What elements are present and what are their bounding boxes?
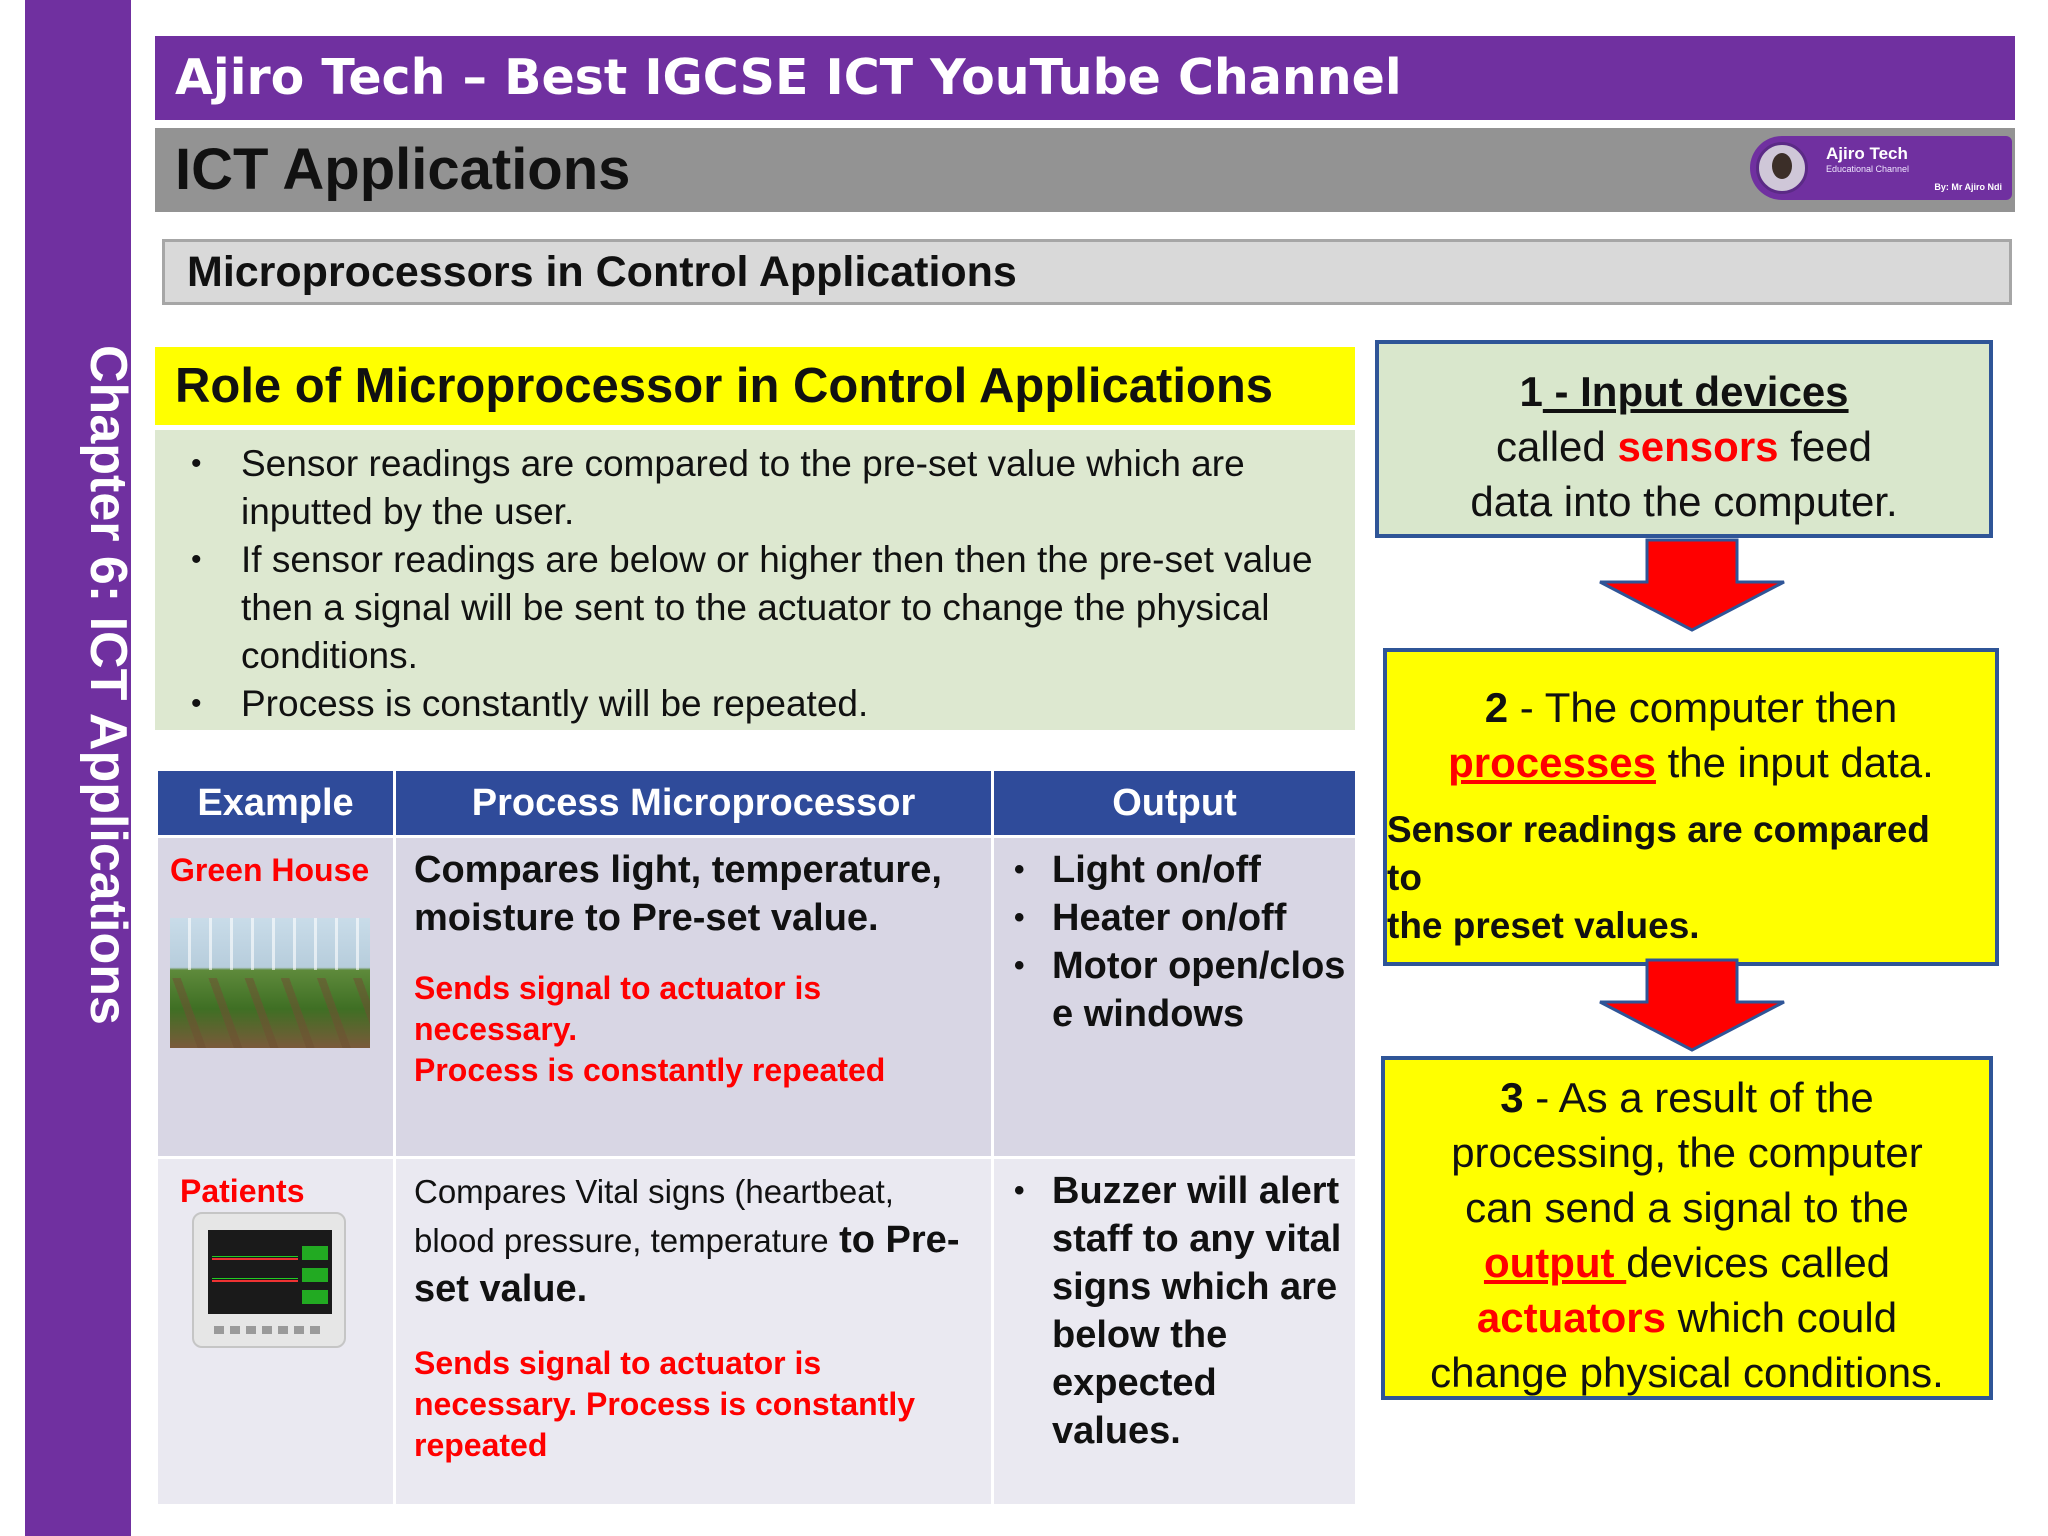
process-cell — [395, 837, 993, 1158]
step-2-process-box — [1383, 648, 1999, 966]
section-subtitle: Microprocessors in Control Applications — [162, 239, 2012, 305]
output-list — [1012, 846, 1347, 1038]
step-1-highlight: sensors — [1617, 423, 1779, 470]
step-2-text: - The computer then — [1508, 684, 1898, 731]
process-text — [396, 838, 991, 1091]
step-1-input-box — [1375, 340, 1993, 538]
output-list — [1012, 1167, 1347, 1455]
role-heading: Role of Microprocessor in Control Applications — [155, 347, 1355, 425]
output-cell — [993, 1158, 1357, 1506]
examples-table — [155, 768, 1358, 1507]
step-2-number: 2 — [1484, 684, 1509, 731]
step-2-highlight: processes — [1448, 739, 1656, 786]
step-2-sub-line: the preset values. — [1387, 905, 1700, 946]
header-output: Output — [993, 770, 1357, 837]
process-main: Compares light, temperature, moisture to Pre-set value. — [414, 849, 942, 939]
output-list-wrap — [994, 838, 1355, 1038]
patient-monitor-image — [192, 1212, 346, 1348]
greenhouse-image — [170, 918, 370, 1048]
process-normal: Compares Vital signs (heartbeat, blood pressure, temperature — [414, 1173, 894, 1259]
process-red-text: Sends signal to actuator is necessary. Process is constantly repeated — [414, 1345, 916, 1463]
output-item: • Heater on/off — [1012, 894, 1347, 942]
step-3-text: which could change physical conditions. — [1430, 1294, 1944, 1396]
channel-banner: Ajiro Tech – Best IGCSE ICT YouTube Channel — [155, 36, 2015, 120]
down-arrow-icon — [1592, 538, 1792, 634]
role-bullet: • Sensor readings are compared to the pre-set value which are inputted by the user. — [173, 440, 1355, 536]
logo-name: Ajiro Tech — [1826, 144, 1908, 163]
step-3-number: 3 — [1500, 1074, 1524, 1121]
step-3-text: - As a result of the processing, the computer can send a signal to the — [1451, 1074, 1923, 1231]
header-process: Process Microprocessor — [395, 770, 993, 837]
monitor-screen — [208, 1230, 332, 1314]
step-1-text: feed — [1778, 423, 1872, 470]
step-3-output-box — [1381, 1056, 1993, 1400]
process-cell — [395, 1158, 993, 1506]
logo-author: By: Mr Ajiro Ndi — [1934, 182, 2002, 192]
step-1-text: data into the computer. — [1470, 478, 1898, 525]
step-1-text: called — [1496, 423, 1618, 470]
role-bullet: • Process is constantly will be repeated. — [173, 680, 1355, 728]
step-2-sub-line: Sensor readings are compared — [1387, 809, 1930, 850]
process-red-text: Sends signal to actuator is necessary. — [414, 970, 822, 1047]
monitor-buttons — [214, 1326, 324, 1334]
process-red-text: Process is constantly repeated — [414, 1052, 886, 1088]
role-description — [155, 430, 1355, 730]
example-label: Patients — [180, 1173, 305, 1209]
down-arrow-icon — [1592, 958, 1792, 1054]
step-3-text: devices called — [1626, 1239, 1891, 1286]
logo-tagline: Educational Channel — [1826, 164, 1910, 174]
output-list-wrap — [994, 1159, 1355, 1455]
header-example: Example — [157, 770, 395, 837]
page-title: ICT Applications — [155, 128, 2015, 212]
output-cell — [993, 837, 1357, 1158]
role-bullet-list — [173, 440, 1355, 728]
process-bold: to Pre-set value. — [414, 1219, 960, 1310]
step-3-highlight-output: output — [1483, 1239, 1627, 1286]
channel-logo — [1750, 136, 2012, 200]
step-2-sub-line: to — [1387, 857, 1422, 898]
step-1-number: 1 — [1519, 368, 1543, 415]
step-3-highlight-actuators: actuators — [1476, 1294, 1666, 1341]
chapter-title: Chapter 6: ICT Applications — [79, 345, 137, 1025]
step-1-title: - Input devices — [1542, 368, 1849, 415]
output-item: • Light on/off — [1012, 846, 1347, 894]
chapter-sidebar — [25, 0, 137, 1536]
example-label: Green House — [170, 852, 370, 888]
output-item: • Motor open/clos e windows — [1012, 942, 1347, 1038]
role-bullet: • If sensor readings are below or higher then then the pre-set value then a signal will be sent to the actuator to change the physical conditions. — [173, 536, 1355, 680]
step-2-text: the input data. — [1655, 739, 1934, 786]
presenter-avatar-icon — [1756, 142, 1808, 194]
output-item: • Buzzer will alert staff to any vital signs which are below the expected values. — [1012, 1167, 1347, 1455]
process-text — [396, 1159, 991, 1466]
step-2-subtext — [1387, 806, 1995, 950]
